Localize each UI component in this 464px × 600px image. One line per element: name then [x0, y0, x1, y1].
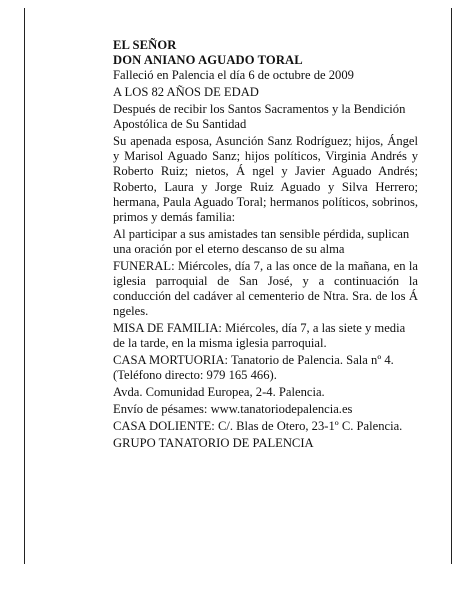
grieving-house-details: CASA DOLIENTE: C/. Blas de Otero, 23-1º C. Palencia. — [113, 418, 403, 433]
notice-title: EL SEÑOR — [113, 38, 177, 52]
obituary-notice — [113, 38, 418, 452]
death-notice: Falleció en Palencia el día 6 de octubre de 2009 — [113, 68, 354, 83]
deceased-name: DON ANIANO AGUADO TORAL — [113, 53, 303, 68]
condolences-line: Envío de pésames: www.tanatoriodepalencia.es — [113, 402, 353, 417]
age-line: A LOS 82 AÑOS DE EDAD — [113, 85, 259, 100]
funeral-home-details: CASA MORTUORIA: Tanatorio de Palencia. Sala nº 4. (Teléfono directo: 979 165 466). — [113, 353, 394, 383]
family-list: Su apenada esposa, Asunción Sanz Rodríguez; hijos, Ángel y Marisol Aguado Sanz; hijos políticos, Virginia Andrés y Roberto Ruiz; nietos, Á ngel y Javier Aguado Andrés; Roberto, Laura y Jorge Ruiz Aguado y Silva Herrero; hermana, Paula Aguado Toral; hermanos políticos, sobrinos, primos y demás familia: — [113, 134, 418, 225]
sacraments-line: Después de recibir los Santos Sacramentos y la Bendición Apostólica de Su Santidad — [113, 102, 406, 132]
funeral-details: FUNERAL: Miércoles, día 7, a las once de la mañana, en la iglesia parroquial de San José, y a continuación la conducción del cadáver al cementerio de Ntra. Sra. de los Á ngeles. — [113, 258, 418, 319]
address-line: Avda. Comunidad Europea, 2-4. Palencia. — [113, 385, 325, 400]
funeral-group: GRUPO TANATORIO DE PALENCIA — [113, 435, 314, 450]
family-mass-details: MISA DE FAMILIA: Miércoles, día 7, a las siete y media de la tarde, en la misma iglesia parroquial. — [113, 321, 406, 351]
prayer-request: Al participar a sus amistades tan sensible pérdida, suplican una oración por el eterno descanso de su alma — [113, 226, 410, 257]
